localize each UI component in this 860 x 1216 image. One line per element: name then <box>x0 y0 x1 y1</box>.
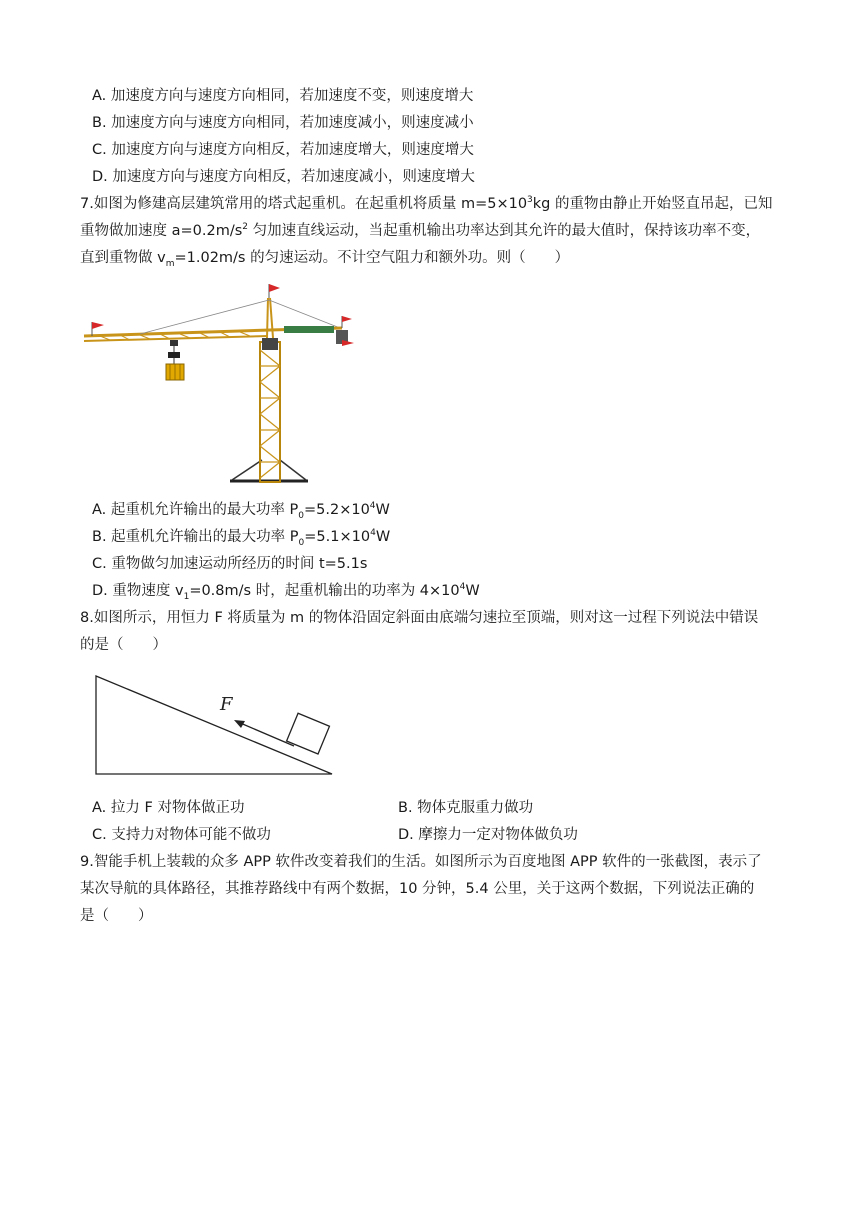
q7-stem-line-3: 直到重物做 $v_m=1.02m/s$ 的匀速运动。不计空气阻力和额外功。则（ ） <box>80 250 570 269</box>
q8-option-a: A. 拉力 F 对物体做正功 <box>92 800 245 816</box>
tower-crane-figure <box>80 280 360 490</box>
q6-option-b: B. 加速度方向与速度方向相同，若加速度减小，则速度减小 <box>92 115 474 131</box>
q7-option-b: B. 起重机允许输出的最大功率 $P_0=5.1\times 10^4W$ <box>92 528 391 548</box>
q8-stem-line-2: 的是（ ） <box>80 637 167 653</box>
q9-stem-line-1: 9.智能手机上装载的众多 APP 软件改变着我们的生活。如图所示为百度地图 APP 软件的一张截图，表示了 <box>80 854 762 870</box>
q9-stem-line-3: 是（ ） <box>80 908 153 924</box>
q8-option-c: C. 支持力对物体可能不做功 <box>92 827 271 843</box>
q7-stem-line-2: 重物做加速度 $a=0.2m/s^2$ 匀加速直线运动，当起重机输出功率达到其允许的最大值时，保持该功率不变， <box>80 222 761 239</box>
q7-option-c: C. 重物做匀加速运动所经历的时间 t=5.1s <box>92 556 368 572</box>
q6-option-d: D. 加速度方向与速度方向相反，若加速度减小，则速度增大 <box>92 169 475 185</box>
q7-option-a: A. 起重机允许输出的最大功率 $P_0=5.2\times 10^4W$ <box>92 501 390 521</box>
q8-option-d: D. 摩擦力一定对物体做负功 <box>398 827 578 843</box>
force-label: F <box>220 694 233 715</box>
q7-stem-line-1: 7.如图为修建高层建筑常用的塔式起重机。在起重机将质量 $m=5\times 10^3kg$ 的重物由静止开始竖直吊起，已知 <box>80 195 773 212</box>
incline-figure <box>90 672 350 782</box>
q7-option-d: D. 重物速度 $v_1=0.8m/s$ 时，起重机输出的功率为 $4\times 10^4W$ <box>92 582 480 602</box>
q6-option-c: C. 加速度方向与速度方向相反，若加速度增大，则速度增大 <box>92 142 474 158</box>
q8-option-b: B. 物体克服重力做功 <box>398 800 534 816</box>
q6-option-a: A. 加速度方向与速度方向相同，若加速度不变，则速度增大 <box>92 88 474 104</box>
q9-stem-line-2: 某次导航的具体路径，其推荐路线中有两个数据，10 分钟，5.4 公里，关于这两个数据，下列说法正确的 <box>80 881 755 897</box>
q8-stem-line-1: 8.如图所示，用恒力 F 将质量为 m 的物体沿固定斜面由底端匀速拉至顶端，则对这一过程下列说法中错误 <box>80 610 759 626</box>
